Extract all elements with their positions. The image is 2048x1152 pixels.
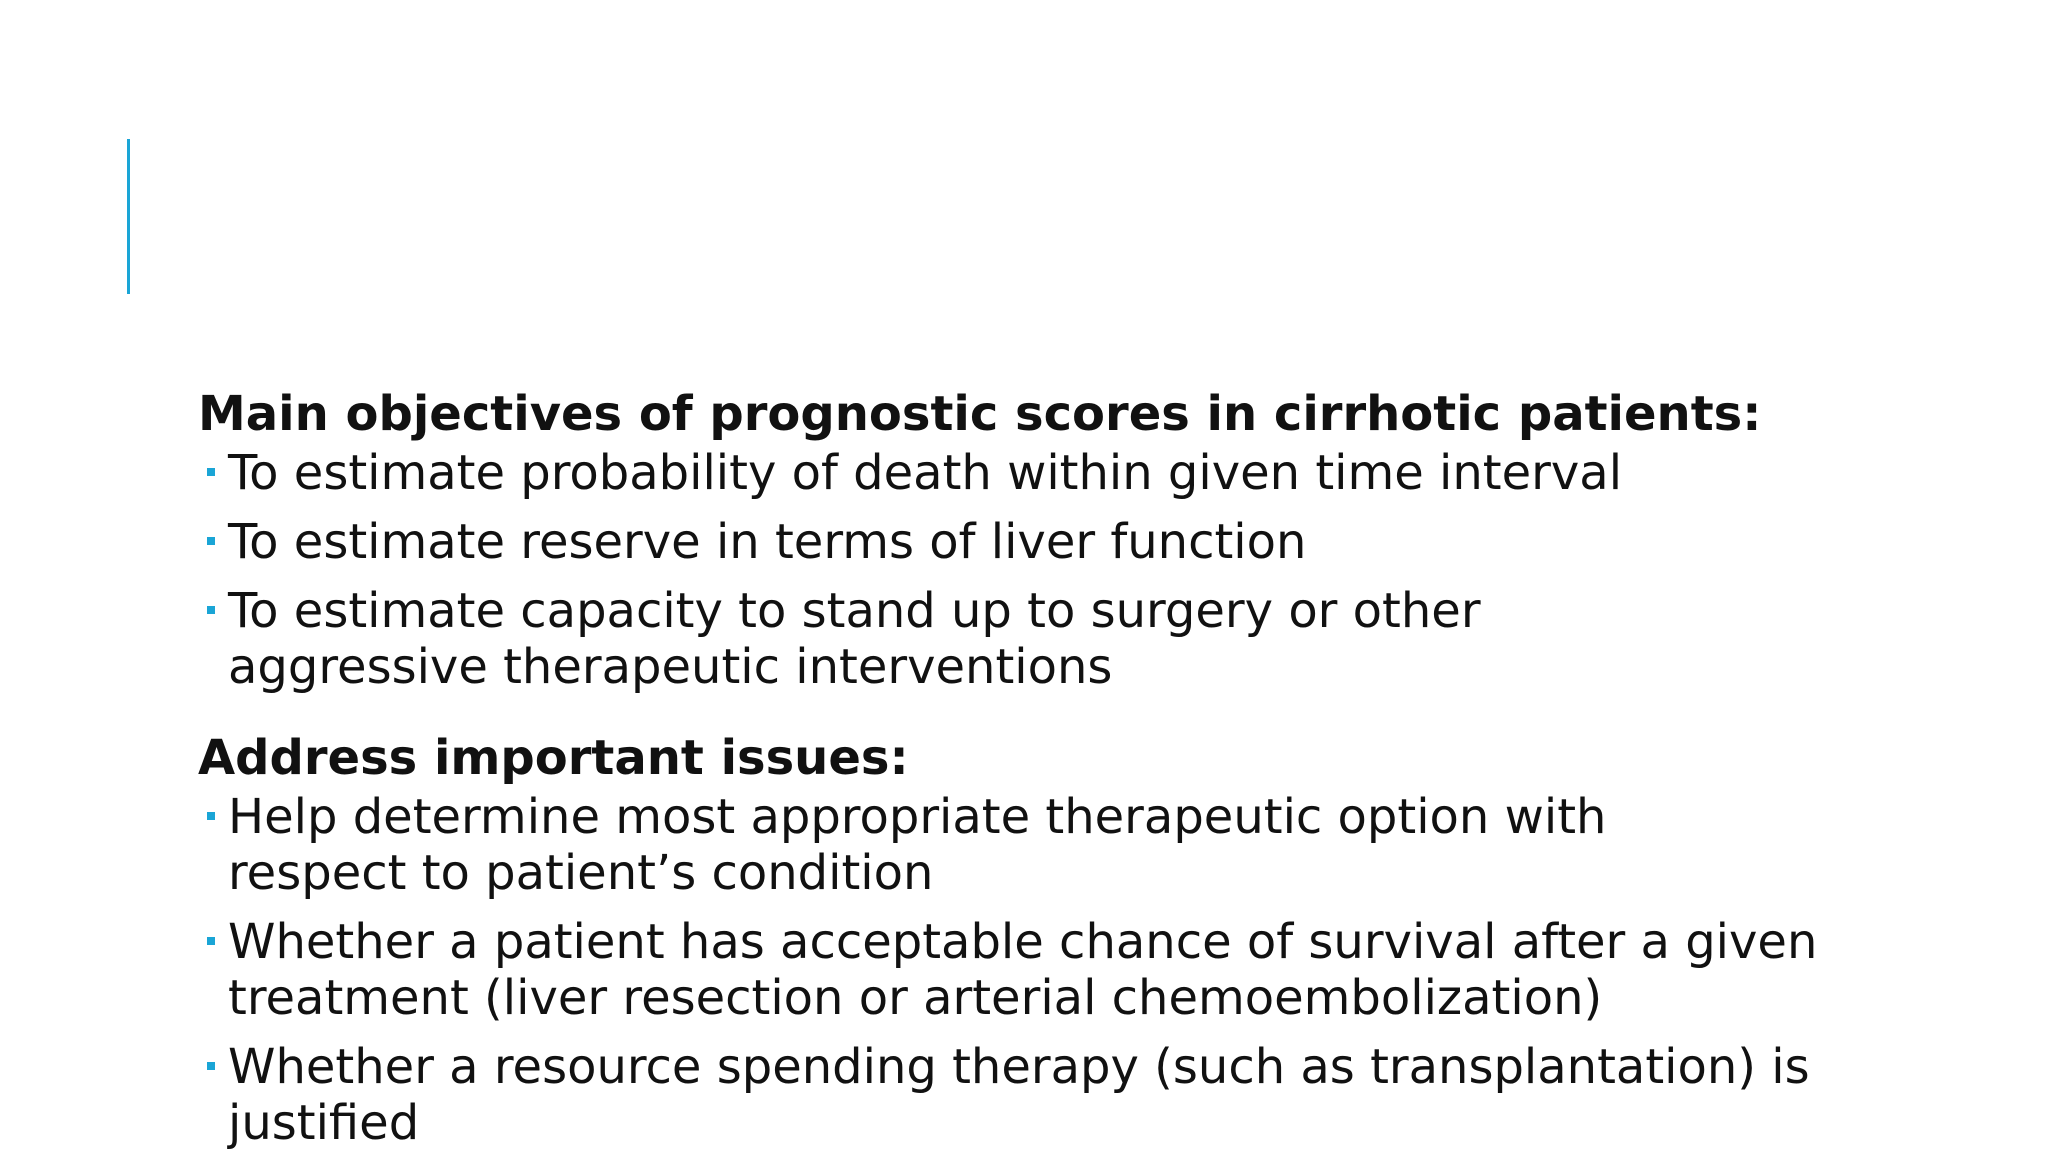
square-bullet-icon <box>207 1062 215 1070</box>
list-item <box>198 445 1788 501</box>
slide-body <box>198 385 1898 1151</box>
list-item <box>198 514 1788 570</box>
list-item-text: Whether a patient has acceptable chance of survival after a given treatment (liver resection or arterial chemoembolization) <box>228 914 1818 1026</box>
list-item-text: To estimate reserve in terms of liver function <box>228 514 1307 570</box>
list-item <box>198 583 1588 695</box>
issues-heading: Address important issues: <box>198 730 909 786</box>
square-bullet-icon <box>207 468 215 476</box>
square-bullet-icon <box>207 812 215 820</box>
list-item <box>198 914 1828 1026</box>
list-item-text: To estimate capacity to stand up to surgery or other aggressive therapeutic interventions <box>228 583 1481 695</box>
square-bullet-icon <box>207 606 215 614</box>
square-bullet-icon <box>207 537 215 545</box>
square-bullet-icon <box>207 937 215 945</box>
list-item <box>198 789 1698 901</box>
issues-list <box>198 789 1898 1151</box>
list-item <box>198 1039 1828 1151</box>
list-item-text: Whether a resource spending therapy (such as transplantation) is justified <box>228 1039 1810 1151</box>
objectives-heading: Main objectives of prognostic scores in cirrhotic patients: <box>198 386 1762 442</box>
list-item-text: To estimate probability of death within given time interval <box>228 445 1623 501</box>
objectives-list <box>198 445 1898 695</box>
list-item-text: Help determine most appropriate therapeutic option with respect to patient’s condition <box>228 789 1607 901</box>
title-accent-bar <box>127 139 130 294</box>
